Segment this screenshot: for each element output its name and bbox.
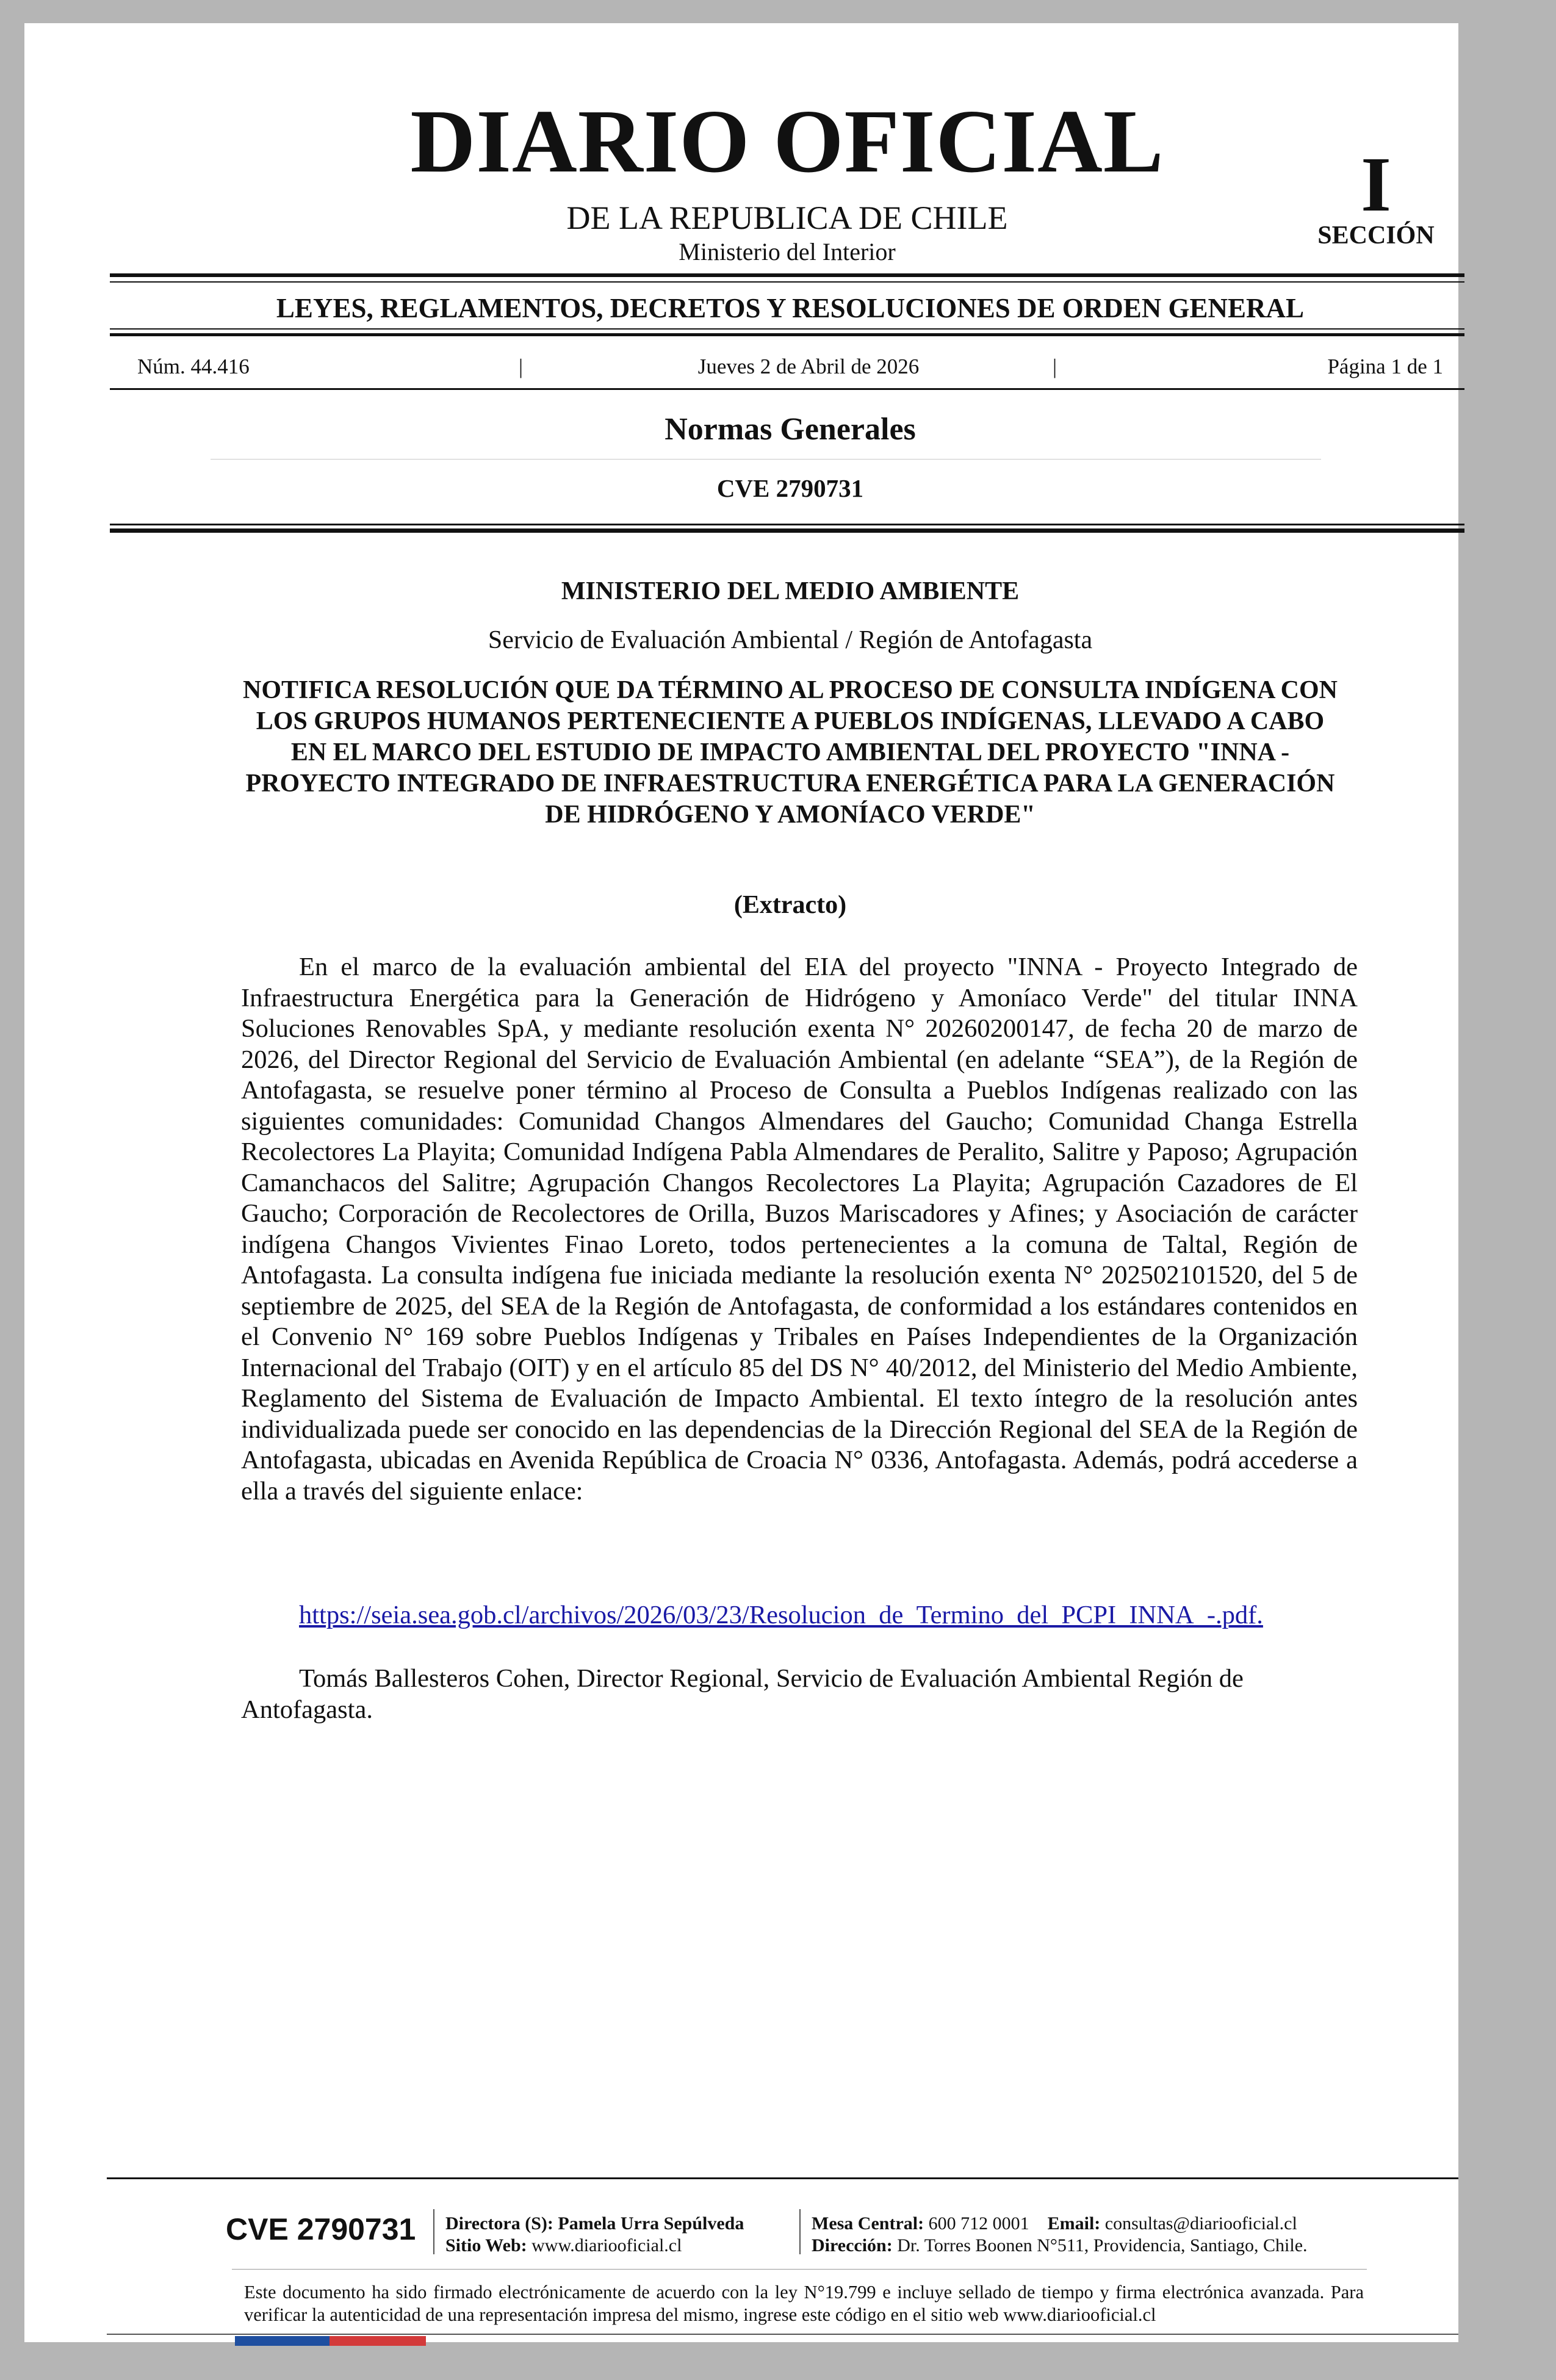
section-label: SECCIÓN: [1317, 222, 1435, 250]
body-paragraph: En el marco de la evaluación ambiental del EIA del proyecto "INNA - Proyecto Integrado de Infraestructura Energética para la Generación de Hidrógeno y Amoníaco Verde" del titular INNA Soluciones Renovables SpA, y mediante resolución exenta N° 20260200147, de fecha 20 de marzo de 2026, del Director Regional del Servicio de Evaluación Ambiental (en adelante “SEA”), de la Región de Antofagasta, se resuelve poner término al Proceso de Consulta a Pueblos Indígenas realizado con las siguientes comunidades: Comunidad Changos Almendares del Gaucho; Comunidad Changa Estrella Recolectores La Playita; Comunidad Indígena Pabla Almendares de Peralito, Salitre y Paposo; Agrupación Camanchacos del Salitre; Agrupación Changos Recolectores La Playita; Agrupación Cazadores de El Gaucho; Corporación de Recolectores de Orilla, Buzos Mariscadores y Afines; y Asociación de carácter indígena Changos Vivientes Finao Loreto, todos pertenecientes a la comuna de Taltal, Región de Antofagasta. La consulta indígena fue iniciada mediante la resolución exenta N° 202502101520, del 5 de septiembre de 2025, del SEA de la Región de Antofagasta, de conformidad a los estándares contenidos en el Convenio N° 169 sobre Pueblos Indígenas y Tribales en Países Independientes de la Organización Internacional del Trabajo (OIT) y en el artículo 85 del DS N° 40/2012, del Ministerio del Medio Ambiente, Reglamento del Sistema de Evaluación de Impacto Ambiental. El texto íntegro de la resolución antes individualizada puede ser conocido en las dependencias de la Dirección Regional del SEA de la Región de Antofagasta, ubicadas en Avenida República de Croacia N° 0336, Antofagasta. Además, podrá accederse a ella a través del siguiente enlace:: [241, 953, 1358, 1506]
issue-date: Jueves 2 de Abril de 2026: [697, 355, 920, 378]
email-value: consultas@diariooficial.cl: [1104, 2213, 1297, 2234]
masthead-ministry: Ministerio del Interior: [679, 238, 896, 265]
extract-label: (Extracto): [733, 891, 847, 919]
issuing-entity: MINISTERIO DEL MEDIO AMBIENTE: [561, 577, 1020, 605]
page-number: Página 1 de 1: [1327, 355, 1443, 378]
category-divider: [211, 459, 1321, 460]
footer-rule-bottom: [107, 2334, 1458, 2335]
website-label: Sitio Web:: [445, 2235, 527, 2256]
address-value: Dr. Torres Boonen N°511, Providencia, Santiago, Chile.: [897, 2235, 1308, 2256]
website-value: www.diariooficial.cl: [531, 2235, 682, 2256]
laws-title: LEYES, REGLAMENTOS, DECRETOS Y RESOLUCIONES DE ORDEN GENERAL: [276, 293, 1305, 323]
document-headline: NOTIFICA RESOLUCIÓN QUE DA TÉRMINO AL PROCESO DE CONSULTA INDÍGENA CON LOS GRUPOS HUMANOS PERTENECIENTE A PUEBLOS INDÍGENAS, LLEVADO A CABO EN EL MARCO DEL ESTUDIO DE IMPACTO AMBIENTAL DEL PROYECTO "INNA - PROYECTO INTEGRADO DE INFRAESTRUCTURA ENERGÉTICA PARA LA GENERACIÓN DE HIDRÓGENO Y AMONÍACO VERDE": [243, 676, 1338, 829]
signature-paragraph: Tomás Ballesteros Cohen, Director Regional, Servicio de Evaluación Ambiental Región de Antofagasta.: [241, 1664, 1244, 1724]
flag-stripe-blue: [235, 2336, 330, 2346]
category-title: Normas Generales: [665, 412, 916, 447]
footer-cve-code: CVE 2790731: [226, 2212, 416, 2246]
masthead-title: DIARIO OFICIAL: [410, 92, 1164, 192]
resolution-link[interactable]: https://seia.sea.gob.cl/archivos/2026/03/23/Resolucion_de_Termino_del_PCPI_INNA_-.pdf.: [299, 1601, 1263, 1629]
masthead-subtitle: DE LA REPUBLICA DE CHILE: [566, 200, 1008, 236]
footer-rule-top: [107, 2177, 1458, 2179]
cve-code: CVE 2790731: [716, 474, 864, 502]
footer-rule-mid: [232, 2269, 1367, 2270]
email-label: Email:: [1047, 2213, 1101, 2234]
signature-disclaimer: Este documento ha sido firmado electrónicamente de acuerdo con la ley N°19.799 e incluye sellado de tiempo y firma electrónica avanzada. Para verificar la autenticidad de una representación impresa del mismo, ingrese este código en el sitio web www.diariooficial.cl: [244, 2282, 1364, 2325]
header-rule-thick: [110, 273, 1464, 277]
laws-rule-thick: [110, 333, 1464, 336]
issue-number: Núm. 44.416: [137, 355, 250, 378]
director-name: Pamela Urra Sepúlveda: [558, 2213, 744, 2234]
footer-divider: [799, 2209, 801, 2254]
cve-rule-thick: [110, 528, 1464, 533]
director-label: Directora (S):: [445, 2213, 553, 2234]
cve-rule-thin: [110, 524, 1464, 525]
issue-rule: [110, 388, 1464, 390]
address-label: Dirección:: [812, 2235, 893, 2256]
phone-label: Mesa Central:: [812, 2213, 924, 2234]
footer-contact-left: [445, 2213, 744, 2257]
footer-contact-right: [812, 2213, 1308, 2257]
phone-value: 600 712 0001: [928, 2213, 1029, 2234]
flag-stripe-red: [330, 2336, 426, 2346]
issue-separator: |: [519, 355, 524, 378]
footer-divider: [433, 2209, 434, 2254]
issue-separator: |: [1053, 355, 1057, 378]
laws-rule-thin: [110, 328, 1464, 330]
issuing-service: Servicio de Evaluación Ambiental / Región de Antofagasta: [488, 626, 1093, 654]
section-number: I: [1361, 141, 1391, 228]
header-rule-thin: [110, 281, 1464, 283]
document-page: [24, 23, 1458, 2342]
